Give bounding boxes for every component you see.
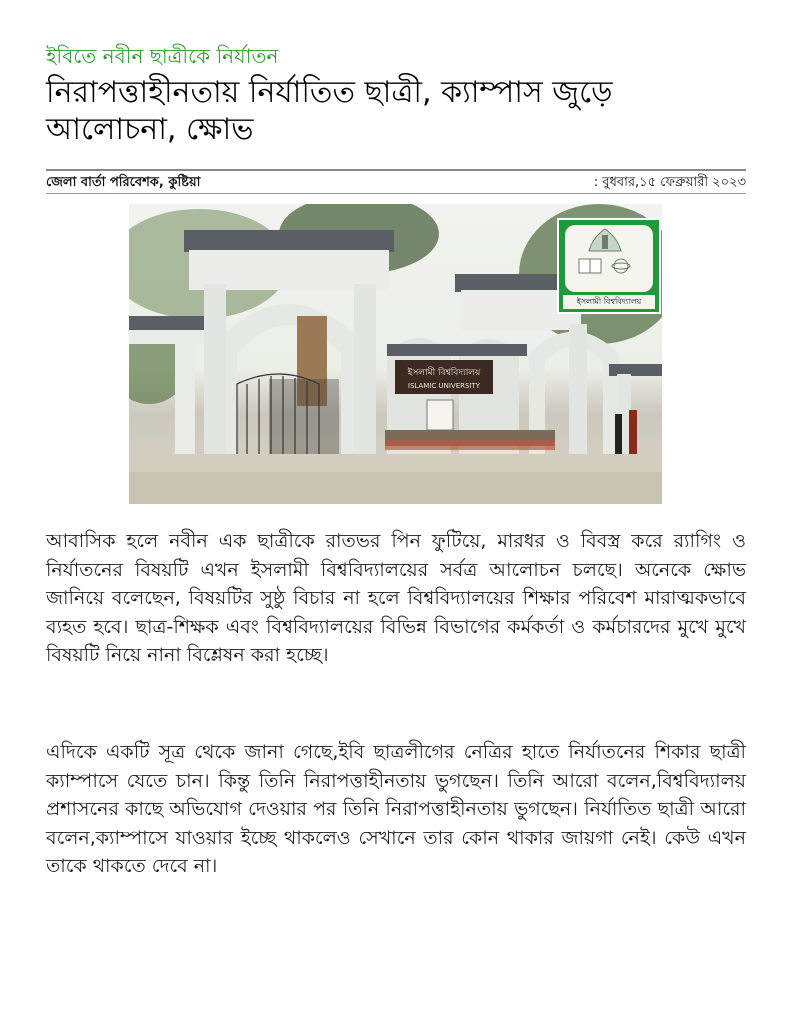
article-byline: জেলা বার্তা পরিবেশক, কুষ্টিয়া <box>46 175 201 190</box>
article-kicker: ইবিতে নবীন ছাত্রীকে নির্যাতন <box>46 44 279 68</box>
header-rule-top <box>46 169 746 171</box>
article-headline: নিরাপত্তাহীনতায় নির্যাতিত ছাত্রী, ক্যাম্পাস জুড়ে আলোচনা, ক্ষোভ <box>46 75 613 147</box>
gate-sign-english: ISLAMIC UNIVERSITY <box>407 382 481 390</box>
header-rule-bottom <box>46 193 746 194</box>
emblem-icon <box>565 225 645 283</box>
gate-sign-bangla: ইসলামী বিশ্ববিদ্যালয় <box>407 368 481 378</box>
campus-gate-photo <box>129 204 662 504</box>
article-date: : বুধবার,১৫ ফেব্রুয়ারী ২০২৩ <box>593 175 746 190</box>
article-paragraph-2: এদিকে একটি সূত্র থেকে জানা গেছে,ইবি ছাত্রলীগের নেত্রির হাতে নির্যাতনের শিকার ছাত্রী ক্যাম্পাসে যেতে চান। কিন্তু তিনি নিরাপত্তাহীনতায় ভুগছেন। তিনি আরো বলেন,বিশ্ববিদ্যালয় প্রশাসনের কাছে অভিযোগ দেওয়ার পর তিনি নিরাপত্তাহীনতায় ভুগছেন। নির্যাতিত ছাত্রী আরো বলেন,ক্যাম্পাসে যাওয়ার ইচ্ছে থাকলেও সেখানে তার কোন থাকার জায়গা নেই। কেউ এখন তাকে থাকতে দেবে না। <box>46 741 746 877</box>
logo-caption: ইসলামী বিশ্ববিদ্যালয় <box>563 295 655 309</box>
university-logo <box>557 218 661 314</box>
article-paragraph-1: আবাসিক হলে নবীন এক ছাত্রীকে রাতভর পিন ফুটিয়ে, মারধর ও বিবস্ত্র করে র‌্যাগিং ও নির্যাতনের বিষয়টি এখন ইসলামী বিশ্ববিদ্যালয়ের সর্বত্র আলোচন চলছে। অনেকে ক্ষোভ জানিয়ে বলেছেন, বিষয়টির সুষ্ঠু বিচার না হলে বিশ্ববিদ্যালয়ের শিক্ষার পরিবেশ মারাত্মকভাবে ব্যহত হবে। ছাত্র-শিক্ষক এবং বিশ্ববিদ্যালয়ের বিভিন্ন বিভাগের কর্মকর্তা ও কর্মচারদের মুখে মুখে বিষয়টি নিয়ে নানা বিশ্লেষন করা হচ্ছে। <box>46 530 746 666</box>
